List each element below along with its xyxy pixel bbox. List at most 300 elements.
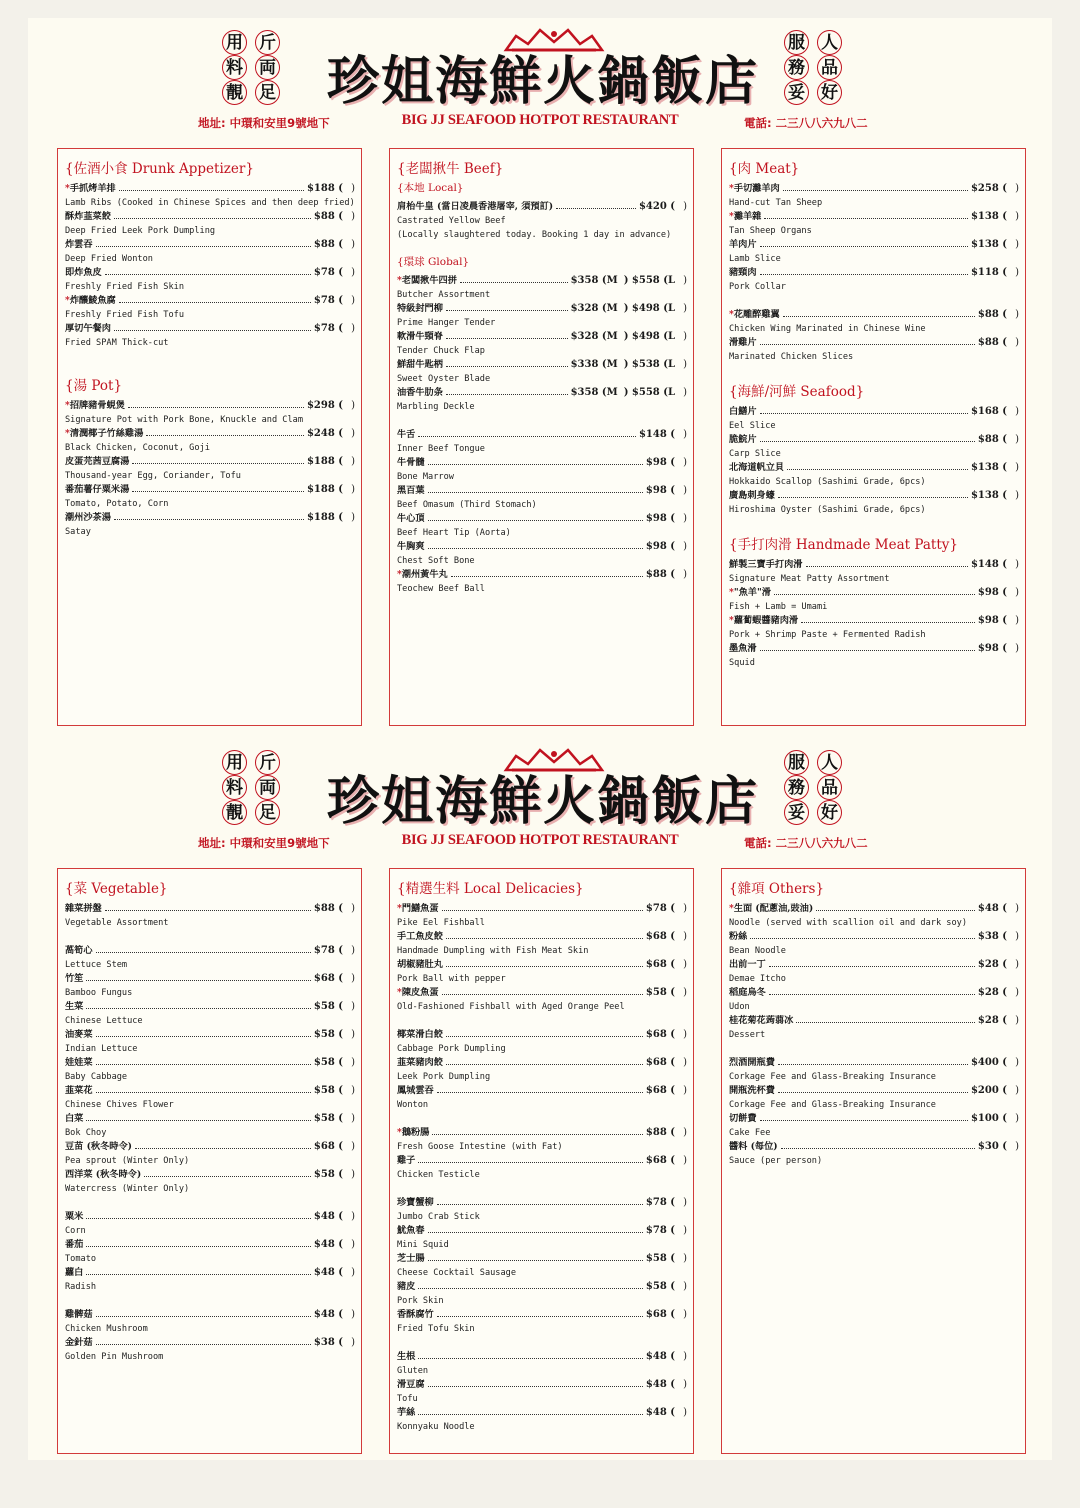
menu-item-row xyxy=(729,405,1019,419)
dot-leader xyxy=(806,566,968,567)
dish-name-en: Hiroshima Oyster (Sashimi Grade, 6pcs) xyxy=(729,505,926,515)
dish-price: $88 ( xyxy=(977,337,1007,348)
dish-name-cn: 白菜 xyxy=(65,1113,84,1124)
dish-name-cn: 稻庭烏冬 xyxy=(729,987,766,998)
menu-item-row xyxy=(397,386,687,400)
menu-item xyxy=(729,930,1019,958)
dish-name-cn: 厚切午餐肉 xyxy=(65,323,111,334)
menu-header xyxy=(28,18,1052,143)
dish-name-cn: 芋絲 xyxy=(397,1407,416,1418)
order-qty-paren[interactable]: ) xyxy=(351,512,355,523)
menu-item xyxy=(397,1252,687,1280)
dish-name-en: Mini Squid xyxy=(397,1240,449,1250)
order-qty-paren[interactable]: ) xyxy=(683,1085,687,1096)
order-qty-paren[interactable]: ) xyxy=(1015,559,1019,570)
order-qty-paren[interactable]: ) xyxy=(683,331,687,342)
dot-leader xyxy=(428,1260,643,1261)
dish-name-en: Pork Collar xyxy=(729,282,786,292)
order-qty-paren[interactable]: ) xyxy=(683,1197,687,1208)
dish-price: $88 ( xyxy=(645,569,675,580)
order-qty-paren[interactable]: ) xyxy=(351,1211,355,1222)
order-qty-paren[interactable]: ) xyxy=(351,903,355,914)
menu-item-row xyxy=(65,1336,355,1350)
order-qty-paren[interactable]: ) xyxy=(351,183,355,194)
seal-group-right xyxy=(784,30,844,105)
order-qty-paren[interactable]: ) xyxy=(683,1057,687,1068)
dish-price-medium: $328 (M xyxy=(570,303,618,314)
dot-leader xyxy=(128,407,304,408)
dish-name-en: Deep Fried Wonton xyxy=(65,254,153,264)
dot-leader xyxy=(787,469,968,470)
dish-name-cn: 炸雲吞 xyxy=(65,239,93,250)
order-qty-paren[interactable]: ) xyxy=(1015,462,1019,473)
dot-leader xyxy=(96,1316,311,1317)
dot-leader xyxy=(105,274,311,275)
menu-item xyxy=(397,358,687,386)
group-gap xyxy=(729,1042,1019,1056)
menu-item xyxy=(397,302,687,330)
menu-item xyxy=(397,274,687,302)
menu-item-row xyxy=(397,986,687,1000)
menu-item xyxy=(729,958,1019,986)
dish-name-cn: 生菜 xyxy=(65,1001,84,1012)
section-title-appetizer: {佐酒小食 Drunk Appetizer} xyxy=(65,161,254,177)
menu-item xyxy=(65,902,355,930)
order-qty-paren[interactable]: ) xyxy=(351,1113,355,1124)
dish-price: $68 ( xyxy=(645,1057,675,1068)
group-gap xyxy=(397,1014,687,1028)
order-qty-paren[interactable]: ) xyxy=(683,1407,687,1418)
dish-price: $58 ( xyxy=(313,1113,343,1124)
dish-name-cn: 粉絲 xyxy=(729,931,748,942)
dot-leader xyxy=(428,1232,643,1233)
menu-item xyxy=(397,1084,687,1112)
menu-page xyxy=(28,18,1052,1460)
order-qty-paren[interactable]: ) xyxy=(1015,1141,1019,1152)
menu-item xyxy=(65,322,355,350)
order-qty-paren[interactable]: ) xyxy=(351,295,355,306)
dot-leader xyxy=(778,497,968,498)
dot-leader xyxy=(418,436,636,437)
menu-item-row xyxy=(729,986,1019,1000)
order-qty-paren[interactable]: ) xyxy=(683,569,687,580)
order-qty-paren[interactable]: ) xyxy=(683,541,687,552)
dot-leader xyxy=(460,282,568,283)
dot-leader xyxy=(144,1176,311,1177)
group-gap xyxy=(397,1336,687,1350)
section-title-vegetable: {菜 Vegetable} xyxy=(65,881,168,897)
menu-item-row xyxy=(397,330,687,344)
menu-item-row xyxy=(65,1168,355,1182)
delicacies-groups xyxy=(397,902,687,1434)
order-qty-paren[interactable]: ) xyxy=(351,400,355,411)
menu-item xyxy=(65,483,355,511)
dish-name-en: Corkage Fee and Glass-Breaking Insurance xyxy=(729,1072,936,1082)
others-groups xyxy=(729,902,1019,1168)
menu-item-row xyxy=(65,210,355,224)
menu-top-half xyxy=(28,18,1052,738)
dish-price: $78 ( xyxy=(313,295,343,306)
dot-leader xyxy=(96,1036,311,1037)
section-title-seafood: {海鮮/河鮮 Seafood} xyxy=(729,384,865,400)
order-qty-paren[interactable]: ) xyxy=(683,303,687,314)
seal-character: 用 xyxy=(222,30,247,55)
dish-name-cn: 酥炸韮菜餃 xyxy=(65,211,111,222)
menu-item xyxy=(729,902,1019,930)
menu-item-row xyxy=(65,455,355,469)
order-qty-paren[interactable]: ) xyxy=(351,973,355,984)
dot-leader xyxy=(96,1344,311,1345)
order-qty-paren[interactable]: ) xyxy=(1015,931,1019,942)
dish-name-cn: 珍寶蟹柳 xyxy=(397,1197,434,1208)
dish-price-large: ) $558 (L xyxy=(623,275,675,286)
order-qty-paren[interactable]: ) xyxy=(683,931,687,942)
dish-name-cn: 蘿白 xyxy=(65,1267,84,1278)
dot-leader xyxy=(796,1022,975,1023)
dish-price: $98 ( xyxy=(645,513,675,524)
order-qty-paren[interactable]: ) xyxy=(683,1379,687,1390)
order-qty-paren[interactable]: ) xyxy=(351,1085,355,1096)
dish-name-en: Indian Lettuce xyxy=(65,1044,138,1054)
seal-character: 料 xyxy=(222,775,247,800)
menu-item-row xyxy=(729,266,1019,280)
order-qty-paren[interactable]: ) xyxy=(351,1239,355,1250)
menu-item-row xyxy=(729,238,1019,252)
dot-leader xyxy=(86,1246,311,1247)
dish-name-en: Udon xyxy=(729,1002,750,1012)
menu-item-row xyxy=(729,461,1019,475)
menu-item xyxy=(729,308,1019,336)
order-qty-paren[interactable]: ) xyxy=(1015,959,1019,970)
order-qty-paren[interactable]: ) xyxy=(683,903,687,914)
order-qty-paren[interactable]: ) xyxy=(351,1309,355,1320)
dish-name-cn: *老闆揪牛四拼 xyxy=(397,275,457,286)
seal-character: 品 xyxy=(817,775,842,800)
menu-item xyxy=(729,1084,1019,1112)
order-qty-paren[interactable]: ) xyxy=(683,485,687,496)
dish-name-en: Pork Ball with pepper xyxy=(397,974,506,984)
dish-name-en: Freshly Fried Fish Skin xyxy=(65,282,184,292)
order-qty-paren[interactable]: ) xyxy=(1015,183,1019,194)
menu-item xyxy=(729,433,1019,461)
menu-item xyxy=(397,568,687,596)
order-qty-paren[interactable]: ) xyxy=(683,387,687,398)
menu-item xyxy=(397,1350,687,1378)
menu-item-row xyxy=(729,1056,1019,1070)
order-qty-paren[interactable]: ) xyxy=(683,429,687,440)
dish-name-en: Fresh Goose Intestine (with Fat) xyxy=(397,1142,563,1152)
dish-name-en: Sweet Oyster Blade xyxy=(397,374,491,384)
menu-item xyxy=(397,1196,687,1224)
menu-item xyxy=(65,1056,355,1084)
dish-name-en: Black Chicken, Coconut, Goji xyxy=(65,443,210,453)
dish-name-en: Lamb Ribs (Cooked in Chinese Spices and then deep fried) xyxy=(65,198,355,208)
dish-name-en: Signature Pot with Pork Bone, Knuckle and Clam xyxy=(65,415,303,425)
dish-price-medium: $328 (M xyxy=(570,331,618,342)
dot-leader xyxy=(446,1064,643,1065)
order-qty-paren[interactable]: ) xyxy=(351,1267,355,1278)
order-qty-paren[interactable]: ) xyxy=(683,275,687,286)
menu-item xyxy=(65,266,355,294)
order-qty-paren[interactable]: ) xyxy=(351,484,355,495)
menu-item xyxy=(65,1084,355,1112)
menu-item xyxy=(65,238,355,266)
menu-item xyxy=(65,944,355,972)
dish-price: $78 ( xyxy=(313,267,343,278)
menu-item-row xyxy=(729,1140,1019,1154)
dish-price: $48 ( xyxy=(313,1211,343,1222)
dish-name-en: Cheese Cocktail Sausage xyxy=(397,1268,516,1278)
order-qty-paren[interactable]: ) xyxy=(351,1337,355,1348)
dot-leader xyxy=(760,413,968,414)
dish-name-en: Pike Eel Fishball xyxy=(397,918,485,928)
order-qty-paren[interactable]: ) xyxy=(1015,615,1019,626)
dish-name-en: Freshly Fried Fish Tofu xyxy=(65,310,184,320)
order-qty-paren[interactable]: ) xyxy=(1015,587,1019,598)
dish-name-cn: 雞髀菇 xyxy=(65,1309,93,1320)
menu-item xyxy=(65,182,355,210)
menu-item xyxy=(729,642,1019,670)
dot-leader xyxy=(86,1274,311,1275)
order-qty-paren[interactable]: ) xyxy=(351,428,355,439)
menu-item-row xyxy=(397,1028,687,1042)
order-qty-paren[interactable]: ) xyxy=(683,1281,687,1292)
dish-name-cn: 滑豆腐 xyxy=(397,1379,425,1390)
dish-name-en: Bok Choy xyxy=(65,1128,107,1138)
menu-item xyxy=(729,1014,1019,1042)
dish-price: $68 ( xyxy=(645,931,675,942)
seal-character: 両 xyxy=(255,775,280,800)
dot-leader xyxy=(446,394,568,395)
dish-name-en: Chinese Chives Flower xyxy=(65,1100,174,1110)
order-qty-paren[interactable]: ) xyxy=(1015,434,1019,445)
order-qty-paren[interactable]: ) xyxy=(1015,239,1019,250)
order-qty-paren[interactable]: ) xyxy=(683,1309,687,1320)
dish-name-en: Tender Chuck Flap xyxy=(397,346,485,356)
dish-price: $68 ( xyxy=(645,1309,675,1320)
menu-item-row xyxy=(397,930,687,944)
dish-price: $248 ( xyxy=(306,428,343,439)
dish-price: $48 ( xyxy=(977,903,1007,914)
dish-name-en: Beef Omasum (Third Stomach) xyxy=(397,500,537,510)
order-qty-paren[interactable]: ) xyxy=(683,987,687,998)
order-qty-paren[interactable]: ) xyxy=(351,1057,355,1068)
order-qty-paren[interactable]: ) xyxy=(1015,1057,1019,1068)
menu-item-row xyxy=(729,1112,1019,1126)
menu-item-row xyxy=(397,1378,687,1392)
dish-name-cn: 雜菜拼盤 xyxy=(65,903,102,914)
dish-price: $68 ( xyxy=(645,959,675,970)
menu-item-row xyxy=(65,902,355,916)
dish-name-cn: *招牌豬骨蜆煲 xyxy=(65,400,125,411)
dish-price: $68 ( xyxy=(313,973,343,984)
address-text: 地址: 中環和安里9號地下 xyxy=(198,116,330,130)
order-qty-paren[interactable]: ) xyxy=(683,1127,687,1138)
subsection-title-global: {環球 Global} xyxy=(397,256,470,268)
dot-leader xyxy=(760,441,975,442)
dish-name-cn: 番茄 xyxy=(65,1239,84,1250)
dish-name-en: Sauce (per person) xyxy=(729,1156,823,1166)
order-qty-paren[interactable]: ) xyxy=(351,1029,355,1040)
order-qty-paren[interactable]: ) xyxy=(683,1351,687,1362)
order-qty-paren[interactable]: ) xyxy=(683,513,687,524)
order-qty-paren[interactable]: ) xyxy=(683,1155,687,1166)
dish-name-cn: 白鱔片 xyxy=(729,406,757,417)
order-qty-paren[interactable]: ) xyxy=(683,959,687,970)
dish-name-cn: 廣島刺身蠔 xyxy=(729,490,775,501)
dish-name-cn: *鵝粉腸 xyxy=(397,1127,430,1138)
seal-character: 品 xyxy=(817,55,842,80)
dot-leader xyxy=(114,218,311,219)
order-qty-paren[interactable]: ) xyxy=(1015,490,1019,501)
appetizer-pot-box xyxy=(57,148,362,726)
dot-leader xyxy=(442,994,643,995)
menu-item xyxy=(65,1336,355,1364)
order-qty-paren[interactable]: ) xyxy=(351,323,355,334)
menu-item xyxy=(397,200,687,242)
dish-price: $58 ( xyxy=(313,1085,343,1096)
dish-name-cn: 牛骨髓 xyxy=(397,457,425,468)
menu-item xyxy=(397,1378,687,1406)
dish-name-cn: 桂花菊花蒟蒻冰 xyxy=(729,1015,794,1026)
dish-name-en: Inner Beef Tongue xyxy=(397,444,485,454)
menu-item xyxy=(729,461,1019,489)
dish-price: $68 ( xyxy=(645,1155,675,1166)
dish-name-en: Carp Slice xyxy=(729,449,781,459)
menu-item-row xyxy=(397,568,687,582)
menu-item-row xyxy=(729,958,1019,972)
order-qty-paren[interactable]: ) xyxy=(1015,267,1019,278)
dot-leader xyxy=(437,1092,643,1093)
order-qty-paren[interactable]: ) xyxy=(1015,1113,1019,1124)
dot-leader xyxy=(446,310,568,311)
menu-item-row xyxy=(397,1196,687,1210)
order-qty-paren[interactable]: ) xyxy=(1015,406,1019,417)
dish-price: $258 ( xyxy=(970,183,1007,194)
order-qty-paren[interactable]: ) xyxy=(683,457,687,468)
dish-name-cn: *"魚羊"滑 xyxy=(729,587,771,598)
dish-name-cn: 油麥菜 xyxy=(65,1029,93,1040)
dish-price: $58 ( xyxy=(313,1057,343,1068)
order-qty-paren[interactable]: ) xyxy=(1015,309,1019,320)
menu-item-row xyxy=(65,1056,355,1070)
dish-price: $100 ( xyxy=(970,1113,1007,1124)
dish-name-en: Bamboo Fungus xyxy=(65,988,133,998)
menu-item-row xyxy=(397,1280,687,1294)
order-qty-paren[interactable]: ) xyxy=(351,211,355,222)
seal-character: 用 xyxy=(222,750,247,775)
order-qty-paren[interactable]: ) xyxy=(351,1141,355,1152)
dot-leader xyxy=(428,1386,643,1387)
order-qty-paren[interactable]: ) xyxy=(351,239,355,250)
dish-name-en: Gluten xyxy=(397,1366,429,1376)
dish-price-large: ) $498 (L xyxy=(623,303,675,314)
seal-character: 斤 xyxy=(255,750,280,775)
order-qty-paren[interactable]: ) xyxy=(351,945,355,956)
dish-name-en: Squid xyxy=(729,658,755,668)
dot-leader xyxy=(442,910,643,911)
order-qty-paren[interactable]: ) xyxy=(1015,211,1019,222)
dot-leader xyxy=(132,463,304,464)
dot-leader xyxy=(783,316,975,317)
dish-name-en: Chicken Testicle xyxy=(397,1170,480,1180)
menu-item-row xyxy=(397,958,687,972)
menu-item-row xyxy=(65,1210,355,1224)
dish-note-en: (Locally slaughtered today. Booking 1 day in advance) xyxy=(397,230,672,240)
dish-name-en: Thousand-year Egg, Coriander, Tofu xyxy=(65,471,241,481)
seal-character: 足 xyxy=(255,80,280,105)
beef-local-list xyxy=(397,200,687,242)
order-qty-paren[interactable]: ) xyxy=(1015,337,1019,348)
dish-name-cn: 羊肉片 xyxy=(729,239,757,250)
dot-leader xyxy=(105,910,311,911)
dot-leader xyxy=(428,492,643,493)
restaurant-title-cn: 珍姐海鮮火鍋飯店 xyxy=(326,771,759,832)
dish-name-cn: 手工魚皮餃 xyxy=(397,931,443,942)
dish-price: $58 ( xyxy=(313,1001,343,1012)
dish-price: $78 ( xyxy=(645,903,675,914)
dot-leader xyxy=(428,464,643,465)
meat-list-2 xyxy=(729,308,1019,364)
dot-leader xyxy=(446,966,643,967)
order-qty-paren[interactable]: ) xyxy=(351,456,355,467)
dish-price: $98 ( xyxy=(645,485,675,496)
dish-name-cn: *花雕醉雞翼 xyxy=(729,309,780,320)
dish-name-cn: 豆苗 (秋冬時令) xyxy=(65,1141,133,1152)
order-qty-paren[interactable]: ) xyxy=(1015,643,1019,654)
menu-item-row xyxy=(65,1084,355,1098)
dish-name-en: Bean Noodle xyxy=(729,946,786,956)
menu-item-row xyxy=(729,210,1019,224)
order-qty-paren[interactable]: ) xyxy=(683,359,687,370)
phone-text: 電話: 二三八八六九八二 xyxy=(744,116,868,130)
dish-price-large: ) $558 (L xyxy=(623,387,675,398)
order-qty-paren[interactable]: ) xyxy=(1015,1015,1019,1026)
dish-name-en: Wonton xyxy=(397,1100,429,1110)
menu-item-row xyxy=(397,200,687,214)
order-qty-paren[interactable]: ) xyxy=(683,1225,687,1236)
order-qty-paren[interactable]: ) xyxy=(683,201,687,212)
menu-bottom-half xyxy=(28,738,1052,1460)
order-qty-paren[interactable]: ) xyxy=(683,1253,687,1264)
menu-item-row xyxy=(397,1350,687,1364)
group-gap xyxy=(397,1182,687,1196)
dish-price: $420 ( xyxy=(638,201,675,212)
order-qty-paren[interactable]: ) xyxy=(351,267,355,278)
dish-name-cn: 北海道帆立貝 xyxy=(729,462,785,473)
menu-item xyxy=(729,986,1019,1014)
order-qty-paren[interactable]: ) xyxy=(351,1169,355,1180)
dish-name-cn: 韮菜花 xyxy=(65,1085,93,1096)
dish-price: $58 ( xyxy=(313,1029,343,1040)
menu-item xyxy=(397,1154,687,1182)
menu-item-row xyxy=(397,540,687,554)
order-qty-paren[interactable]: ) xyxy=(1015,987,1019,998)
menu-item-row xyxy=(65,1238,355,1252)
signature-star-icon: * xyxy=(729,211,734,222)
order-qty-paren[interactable]: ) xyxy=(1015,903,1019,914)
dish-price: $188 ( xyxy=(306,484,343,495)
menu-item xyxy=(729,405,1019,433)
menu-item-row xyxy=(65,1266,355,1280)
order-qty-paren[interactable]: ) xyxy=(351,1001,355,1012)
seafood-list xyxy=(729,405,1019,517)
dish-price-large: ) $498 (L xyxy=(623,331,675,342)
dish-name-en: Jumbo Crab Stick xyxy=(397,1212,480,1222)
order-qty-paren[interactable]: ) xyxy=(1015,1085,1019,1096)
order-qty-paren[interactable]: ) xyxy=(683,1029,687,1040)
dish-price: $58 ( xyxy=(645,987,675,998)
